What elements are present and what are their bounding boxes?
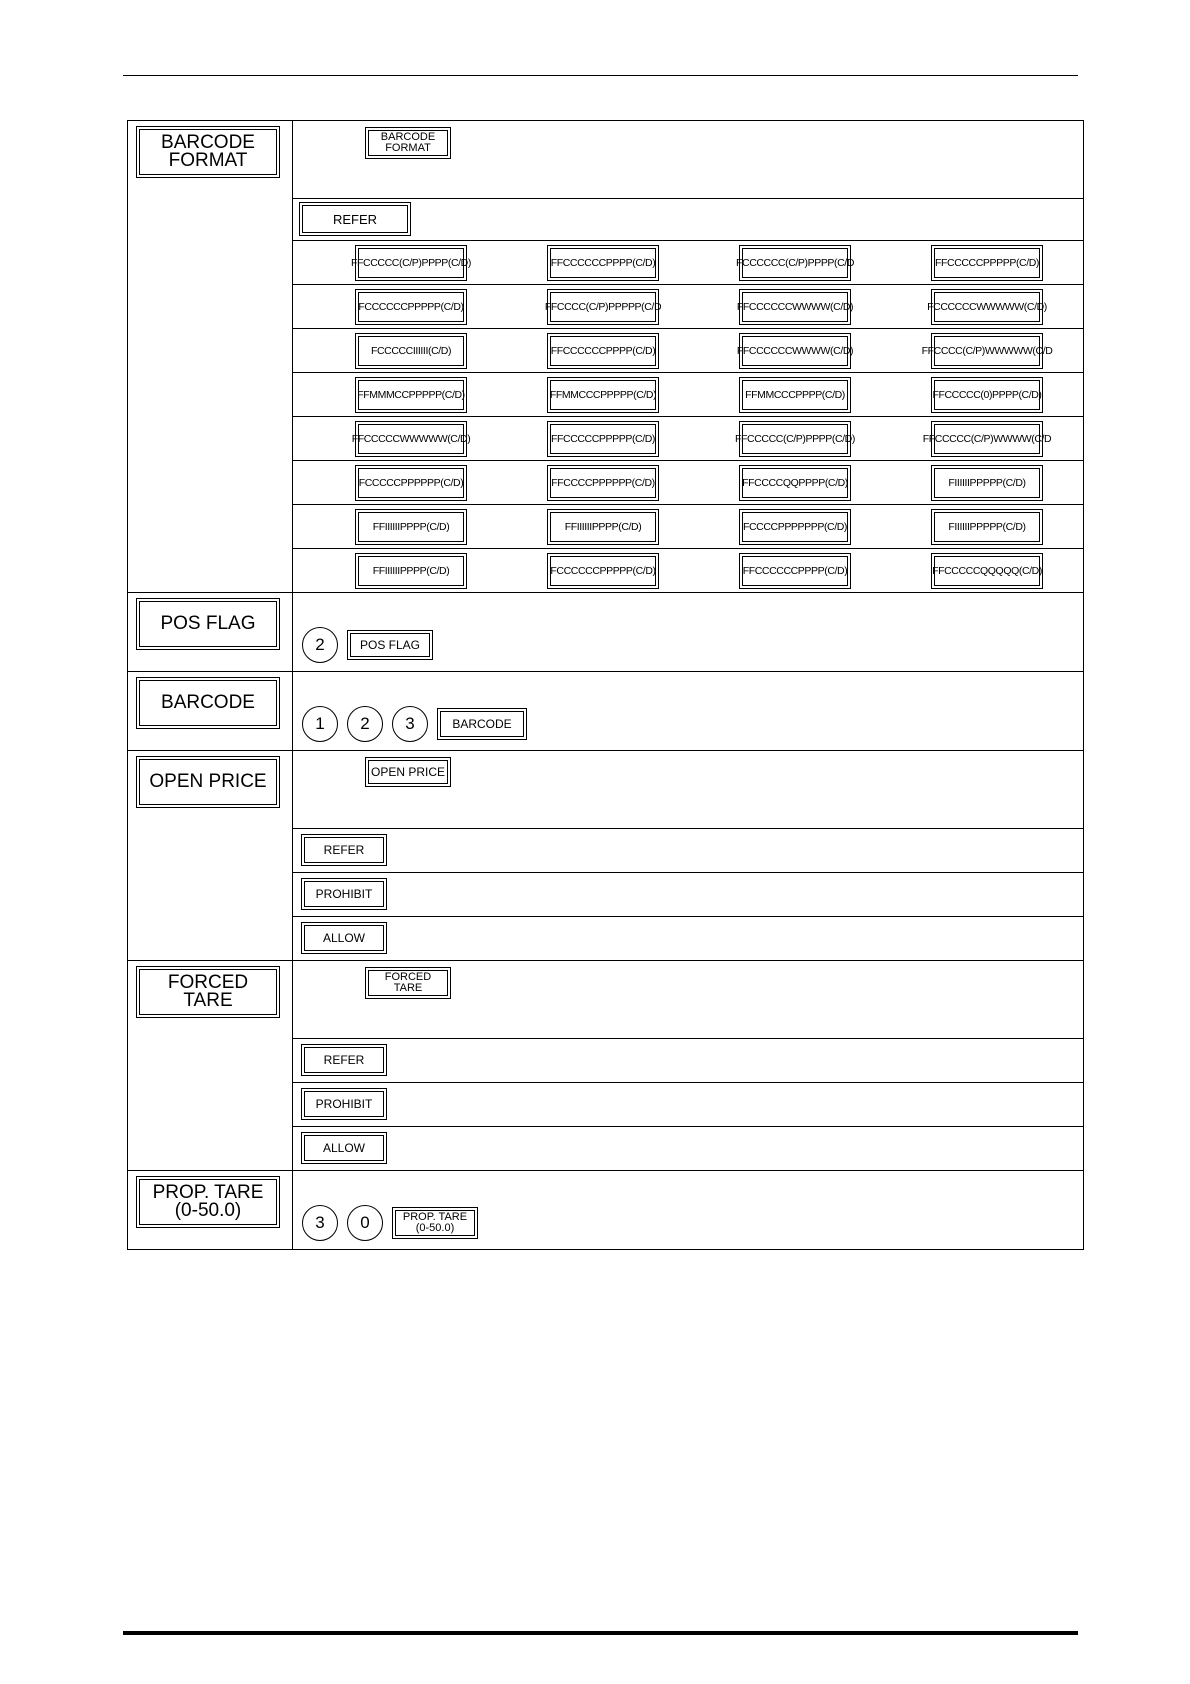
- header-rule: [123, 75, 1078, 76]
- format-key[interactable]: FFCCCCCPPPPP(C/D): [931, 245, 1043, 281]
- barcode-format-big-key: BARCODE FORMAT: [136, 126, 280, 178]
- format-key[interactable]: FFIIIIIIPPPP(C/D): [547, 509, 659, 545]
- format-key[interactable]: FCCCCCIIIIII(C/D): [355, 333, 467, 369]
- open-price-option-cell: [293, 873, 1084, 917]
- pos-flag-big-key: POS FLAG: [136, 598, 280, 650]
- format-key[interactable]: FCCCCCC(C/P)PPPP(C/D: [739, 245, 851, 281]
- prop-tare-sequence: [302, 1205, 478, 1241]
- prop-tare-key[interactable]: PROP. TARE (0-50.0): [392, 1207, 478, 1239]
- open-price-big-key: OPEN PRICE: [136, 756, 280, 808]
- format-key[interactable]: FFCCCCCCWWWW(C/D): [739, 333, 851, 369]
- format-key[interactable]: FFCCCCCCPPPP(C/D): [739, 553, 851, 589]
- barcode-sequence: [302, 706, 527, 742]
- barcode-label-cell: [128, 672, 293, 751]
- open-price-option-cell: [293, 829, 1084, 873]
- format-row: [293, 505, 1084, 549]
- barcode-format-refer-cell: [293, 199, 1084, 241]
- format-key[interactable]: FFIIIIIIPPPP(C/D): [355, 553, 467, 589]
- format-key[interactable]: FIIIIIIPPPPP(C/D): [931, 509, 1043, 545]
- format-key[interactable]: FFCCCCPPPPPP(C/D): [547, 465, 659, 501]
- format-key[interactable]: FFCCCCCPPPPP(C/D): [547, 421, 659, 457]
- forced-tare-option-cell: [293, 1083, 1084, 1127]
- digit-key[interactable]: 2: [347, 706, 383, 742]
- forced-tare-header-cell: [293, 961, 1084, 1039]
- barcode-key[interactable]: BARCODE: [437, 708, 527, 740]
- open-price-small-key[interactable]: OPEN PRICE: [365, 757, 451, 787]
- prop-tare-big-key: PROP. TARE (0-50.0): [136, 1176, 280, 1228]
- format-row: [293, 285, 1084, 329]
- barcode-format-label-cell: [128, 121, 293, 593]
- allow-key[interactable]: ALLOW: [301, 922, 387, 954]
- pos-flag-cell: [293, 593, 1084, 672]
- format-key[interactable]: FCCCCCCPPPPP(C/D): [547, 553, 659, 589]
- barcode-big-key: BARCODE: [136, 677, 280, 729]
- format-row: [293, 329, 1084, 373]
- format-key[interactable]: FCCCCCCWWWWW(C/D): [931, 289, 1043, 325]
- footer-rule: [123, 1631, 1078, 1635]
- pos-flag-label-cell: [128, 593, 293, 672]
- format-key[interactable]: FFCCCCC(C/P)PPPP(C/D): [739, 421, 851, 457]
- format-key[interactable]: FFCCCCCQQQQQ(C/D): [931, 553, 1043, 589]
- format-key[interactable]: FFCCCCC(C/P)PPPP(C/D): [355, 245, 467, 281]
- forced-tare-option-cell: [293, 1127, 1084, 1171]
- format-key[interactable]: FFCCCCCCWWWW(C/D): [739, 289, 851, 325]
- format-key[interactable]: FFCCCCCCPPPP(C/D): [547, 245, 659, 281]
- refer-key[interactable]: REFER: [301, 1044, 387, 1076]
- format-row: [293, 241, 1084, 285]
- format-row: [293, 373, 1084, 417]
- format-key[interactable]: FFCCCC(C/P)WWWWW(C/D: [931, 333, 1043, 369]
- allow-key[interactable]: ALLOW: [301, 1132, 387, 1164]
- barcode-format-header-cell: [293, 121, 1084, 199]
- format-key[interactable]: FFCCCCCCPPPP(C/D): [547, 333, 659, 369]
- digit-key[interactable]: 1: [302, 706, 338, 742]
- digit-key[interactable]: 3: [392, 706, 428, 742]
- format-key[interactable]: FFMMCCCPPPPP(C/D): [547, 377, 659, 413]
- digit-key[interactable]: 0: [347, 1205, 383, 1241]
- format-key[interactable]: FCCCCPPPPPPP(C/D): [739, 509, 851, 545]
- format-key[interactable]: FFMMMCCPPPPP(C/D): [355, 377, 467, 413]
- format-key[interactable]: FFMMCCCPPPP(C/D): [739, 377, 851, 413]
- format-key[interactable]: FFCCCCQQPPPP(C/D): [739, 465, 851, 501]
- pos-flag-sequence: [302, 627, 433, 663]
- open-price-label-cell: [128, 751, 293, 961]
- format-key[interactable]: FIIIIIIPPPPP(C/D): [931, 465, 1043, 501]
- barcode-format-small-key[interactable]: BARCODE FORMAT: [365, 127, 451, 159]
- prop-tare-cell: [293, 1171, 1084, 1250]
- digit-key[interactable]: 3: [302, 1205, 338, 1241]
- format-key[interactable]: FFCCCC(C/P)PPPPP(C/D: [547, 289, 659, 325]
- prohibit-key[interactable]: PROHIBIT: [301, 878, 387, 910]
- format-key[interactable]: FFCCCCC(C/P)WWWW(C/D: [931, 421, 1043, 457]
- format-key[interactable]: FFIIIIIIPPPP(C/D): [355, 509, 467, 545]
- prohibit-key[interactable]: PROHIBIT: [301, 1088, 387, 1120]
- open-price-header-cell: [293, 751, 1084, 829]
- barcode-cell: [293, 672, 1084, 751]
- format-row: [293, 461, 1084, 505]
- open-price-option-cell: [293, 917, 1084, 961]
- forced-tare-small-key[interactable]: FORCED TARE: [365, 967, 451, 999]
- format-row: [293, 549, 1084, 593]
- format-row: [293, 417, 1084, 461]
- key-settings-table: [127, 120, 1084, 1250]
- prop-tare-label-cell: [128, 1171, 293, 1250]
- barcode-format-refer-key[interactable]: REFER: [299, 202, 411, 236]
- format-key[interactable]: FCCCCCCPPPPP(C/D): [355, 289, 467, 325]
- refer-key[interactable]: REFER: [301, 834, 387, 866]
- pos-flag-key[interactable]: POS FLAG: [347, 630, 433, 660]
- forced-tare-label-cell: [128, 961, 293, 1171]
- format-key[interactable]: FFCCCCC(0)PPPP(C/D): [931, 377, 1043, 413]
- digit-key[interactable]: 2: [302, 627, 338, 663]
- forced-tare-big-key: FORCED TARE: [136, 966, 280, 1018]
- format-key[interactable]: FFCCCCCWWWWW(C/D): [355, 421, 467, 457]
- forced-tare-option-cell: [293, 1039, 1084, 1083]
- format-key[interactable]: FCCCCCPPPPPP(C/D): [355, 465, 467, 501]
